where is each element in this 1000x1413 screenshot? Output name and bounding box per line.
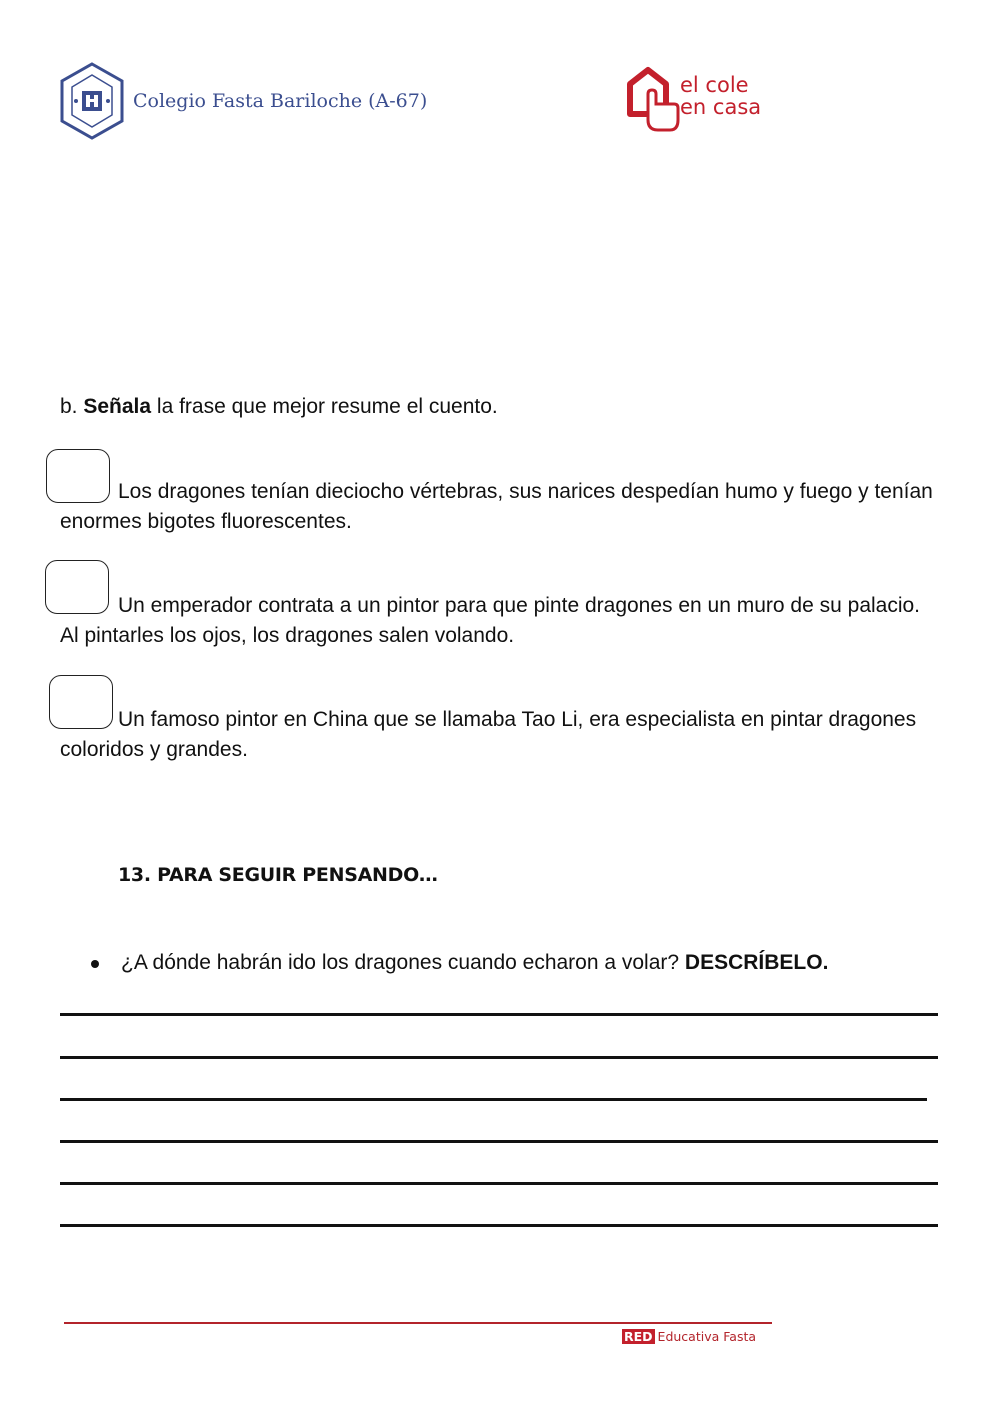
option-3-text: Un famoso pintor en China que se llamaba Tao Li, era especialista en pintar dragones coloridos y grandes.: [60, 708, 917, 761]
school-name: Colegio Fasta Bariloche (A-67): [133, 90, 428, 112]
section-13-question: [121, 948, 828, 978]
section-13-title: 13. PARA SEGUIR PENSANDO…: [118, 864, 438, 886]
footer-brand: [622, 1329, 756, 1344]
question-emphasis: DESCRÍBELO.: [684, 951, 829, 974]
instruction-verb: Señala: [83, 395, 152, 418]
footer-red-tag: RED: [624, 1329, 653, 1344]
exercise-b-instruction: [60, 392, 498, 422]
answer-line[interactable]: [60, 1140, 938, 1143]
answer-line[interactable]: [60, 1182, 938, 1185]
instruction-text: la frase que mejor resume el cuento.: [151, 395, 498, 418]
answer-line[interactable]: [60, 1013, 938, 1016]
answer-line[interactable]: [60, 1098, 927, 1101]
answer-line[interactable]: [60, 1056, 938, 1059]
option-1-text: Los dragones tenían dieciocho vértebras, sus narices despedían humo y fuego y tenían enormes bigotes fluorescentes.: [60, 480, 933, 533]
instruction-prefix: b.: [60, 395, 84, 418]
answer-line[interactable]: [60, 1224, 938, 1227]
question-text: ¿A dónde habrán ido los dragones cuando echaron a volar?: [121, 951, 685, 974]
brand-line-1: el cole: [680, 73, 749, 97]
footer-divider: [64, 1322, 772, 1324]
option-2-text: Un emperador contrata a un pintor para que pinte dragones en un muro de su palacio. Al pintarles los ojos, los dragones salen volando.: [60, 594, 921, 647]
bullet-icon: [91, 960, 99, 968]
brand-line-2: en casa: [680, 95, 762, 119]
footer-brand-name: Educativa Fasta: [657, 1329, 757, 1344]
el-cole-en-casa-logo: [680, 74, 761, 118]
school-crest-icon: [58, 62, 126, 140]
house-hand-icon: [626, 64, 682, 134]
